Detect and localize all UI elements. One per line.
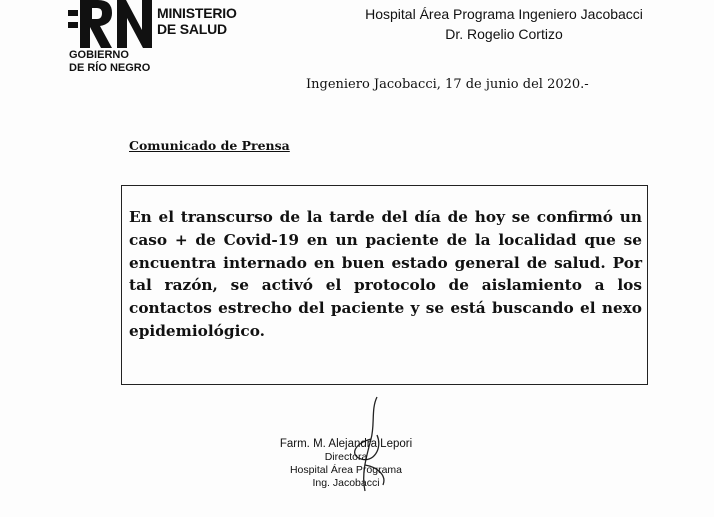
signer-organization: Hospital Área Programa — [289, 464, 403, 476]
document-title: Comunicado de Prensa — [129, 138, 290, 153]
signer-role: Directora — [324, 451, 368, 463]
rn-logo — [68, 0, 238, 80]
press-release-box — [121, 185, 648, 385]
signer-name: Farm. M. Alejandra Lepori — [279, 438, 413, 450]
hospital-name: Hospital Área Programa Ingeniero Jacobacci — [365, 6, 643, 22]
government-name: GOBIERNO DE RÍO NEGRO — [69, 49, 151, 74]
signer-location: Ing. Jacobacci — [312, 477, 380, 489]
date-line: Ingeniero Jacobacci, 17 de junio del 2020.- — [306, 77, 589, 92]
signature-block — [276, 438, 416, 490]
press-release-body: En el transcurso de la tarde del día de hoy se confirmó un caso + de Covid-19 en un paciente de la localidad que se encuentra internado en buen estado general de salud. Por tal razón, se activó el protocolo de aislamiento a los contactos estrecho del paciente y se está buscando el nexo epidemiológico. — [129, 208, 642, 340]
letterhead — [356, 4, 652, 44]
ministry-name: MINISTERIO DE SALUD — [157, 5, 237, 37]
rn-logo-mark — [68, 0, 154, 48]
director-name: Dr. Rogelio Cortizo — [445, 26, 563, 42]
